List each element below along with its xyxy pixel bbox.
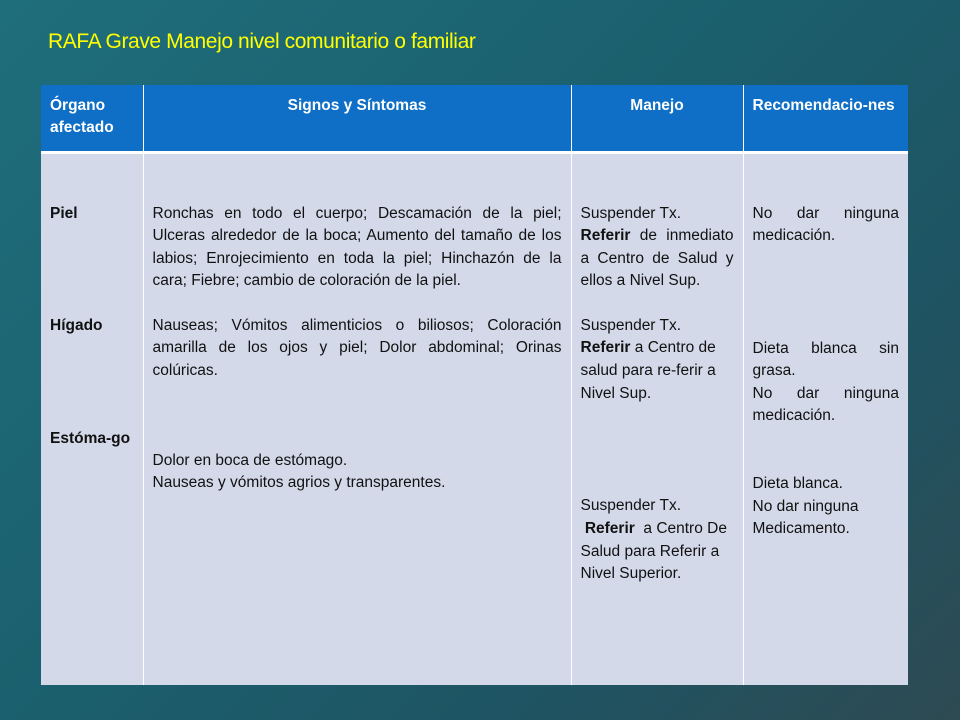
management-estomago-suspend: Suspender Tx. xyxy=(580,497,682,515)
rafa-table xyxy=(41,85,908,685)
management-estomago xyxy=(581,450,734,608)
signs-cell xyxy=(143,152,571,685)
recommendation-estomago-2: No dar ninguna Medicamento. xyxy=(752,497,859,538)
management-piel-suspend: Suspender Tx. xyxy=(580,204,682,222)
organ-piel: Piel xyxy=(50,204,78,222)
recommendation-piel: No dar ninguna medicación. xyxy=(752,204,899,245)
recommendation-estomago-1: Dieta blanca. xyxy=(752,475,843,493)
management-estomago-rest: a Centro De Salud para Referir a Nivel Superior. xyxy=(580,520,732,583)
management-higado xyxy=(581,315,734,405)
signs-estomago-1: Dolor en boca de estómago. xyxy=(152,451,348,469)
header-recomendaciones: Recomendacio-nes xyxy=(743,85,908,152)
recommendation-higado-1: Dieta blanca sin grasa. xyxy=(752,339,899,380)
management-higado-suspend: Suspender Tx. xyxy=(580,316,682,334)
table-header-row xyxy=(41,85,908,152)
header-manejo: Manejo xyxy=(571,85,743,152)
management-cell xyxy=(571,152,743,685)
header-organo: Órgano afectado xyxy=(41,85,143,152)
slide-title: RAFA Grave Manejo nivel comunitario o familiar xyxy=(48,30,476,53)
management-piel-rest: de inmediato a Centro de Salud y ellos a Nivel Sup. xyxy=(580,227,734,290)
recommendation-higado-2: No dar ninguna medicación. xyxy=(752,384,899,425)
header-signos: Signos y Síntomas xyxy=(143,85,571,152)
management-estomago-refer: Referir xyxy=(580,520,635,538)
organ-estomago: Estóma-go xyxy=(50,429,131,447)
management-piel-refer: Referir xyxy=(580,227,631,245)
table-row xyxy=(41,152,908,685)
management-higado-refer: Referir xyxy=(580,339,631,357)
organ-higado: Hígado xyxy=(50,317,103,335)
signs-piel: Ronchas en todo el cuerpo; Descamación de la piel; Ulceras alrededor de la boca; Aumento del tamaño de los labios; Enrojecimiento en toda la piel; Hinchazón de la cara; Fiebre; cambio de coloración de la piel. xyxy=(152,204,562,290)
organ-cell xyxy=(41,152,143,685)
signs-higado: Nauseas; Vómitos alimenticios o biliosos; Coloración amarilla de los ojos y piel; Dolor abdominal; Orinas colúricas. xyxy=(152,316,562,380)
signs-estomago-2: Nauseas y vómitos agrios y transparentes. xyxy=(152,474,446,492)
recommendations-cell xyxy=(743,152,908,685)
management-piel xyxy=(581,203,734,293)
management-higado-rest: a Centro de salud para re-ferir a Nivel Sup. xyxy=(580,339,716,402)
